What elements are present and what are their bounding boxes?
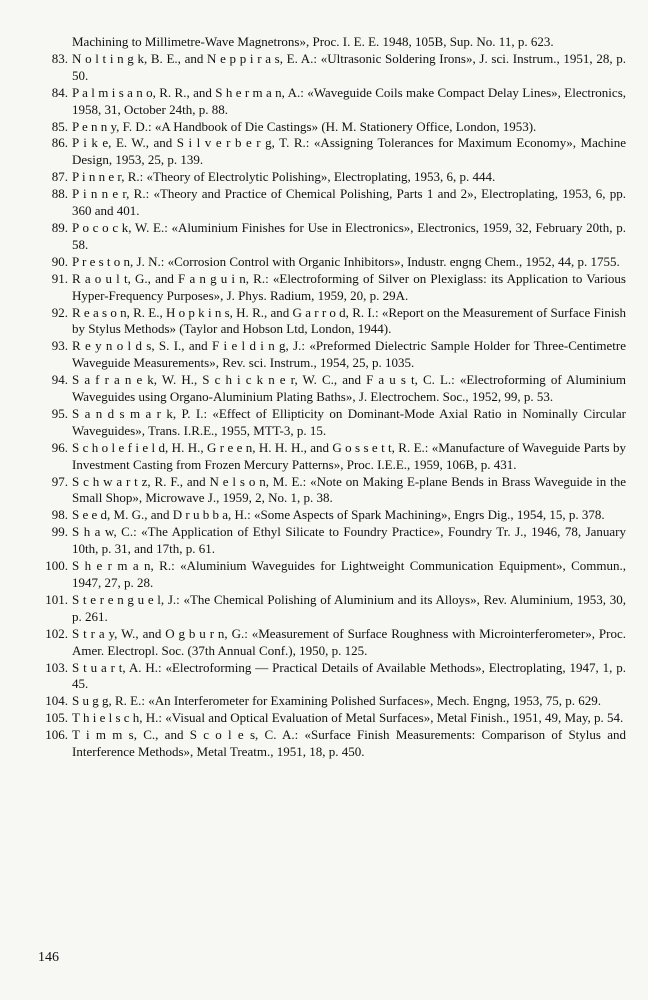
reference-text: P i k e, E. W., and S i l v e r b e r g, T. R.: «Assigning Tolerances for Maximum Economy», Machine Design, 1953, 25, p. 139. [72,135,626,168]
reference-number: 106. [45,727,68,743]
reference-list [32,34,626,761]
reference-number: 85. [51,118,68,134]
reference-entry [32,34,626,51]
reference-number: 94. [51,372,68,388]
reference-text: Machining to Millimetre-Wave Magnetrons», Proc. I. E. E. 1948, 105B, Sup. No. 11, p. 623. [72,34,554,49]
reference-number: 99. [51,524,68,540]
reference-text: S a f r a n e k, W. H., S c h i c k n e r, W. C., and F a u s t, C. L.: «Electroforming of Aluminium Waveguides using Organo-Aluminium Plating Baths», J. Electrochem. Soc., 1952, 99, p. 53. [72,372,626,405]
reference-entry [32,474,626,508]
reference-text: P i n n e r, R.: «Theory of Electrolytic Polishing», Electroplating, 1953, 6, p. 444. [72,169,496,185]
reference-number: 83. [51,50,68,66]
reference-entry [32,338,626,372]
reference-entry [32,727,626,761]
reference-text: S t e r e n g u e l, J.: «The Chemical Polishing of Aluminium and its Alloys», Rev. Aluminium, 1953, 30, p. 261. [72,591,626,624]
reference-text: R a o u l t, G., and F a n g u i n, R.: «Electroforming of Silver on Plexiglass: its Application to Various Hyper-Frequency Purposes», J. Phys. Radium, 1959, 20, p. 29A. [72,270,626,303]
reference-number: 96. [51,439,68,455]
reference-text: P a l m i s a n o, R. R., and S h e r m a n, A.: «Waveguide Coils make Compact Delay Lines», Electronics, 1958, 31, October 24th, p. 88. [72,84,626,117]
reference-text: T h i e l s c h, H.: «Visual and Optical Evaluation of Metal Surfaces», Metal Finish., 1951, 49, May, p. 54. [72,710,624,726]
reference-number: 92. [51,304,68,320]
reference-text: S c h w a r t z, R. F., and N e l s o n, M. E.: «Note on Making E-plane Bends in Brass Waveguide in the Small Shop», Microwave J., 1959, 2, No. 1, p. 38. [72,473,626,506]
reference-number: 100. [45,558,68,574]
reference-text: N o l t i n g k, B. E., and N e p p i r a s, E. A.: «Ultrasonic Soldering Irons», J. sci. Instrum., 1951, 28, p. 50. [72,50,626,83]
reference-entry [32,440,626,474]
reference-number: 101. [45,591,68,607]
reference-text: S t r a y, W., and O g b u r n, G.: «Measurement of Surface Roughness with Microinterferometer», Proc. Amer. Electropl. Soc. (37th Annual Conf.), 1950, p. 125. [72,625,626,658]
reference-text: S e e d, M. G., and D r u b b a, H.: «Some Aspects of Spark Machining», Engrs Dig., 1954, 15, p. 378. [72,507,605,523]
reference-number: 95. [51,405,68,421]
reference-entry [32,254,626,271]
reference-number: 87. [51,169,68,185]
reference-number: 97. [51,473,68,489]
reference-text: S h e r m a n, R.: «Aluminium Waveguides for Lightweight Communication Equipment», Commun., 1947, 27, p. 28. [72,558,626,590]
reference-entry [32,119,626,136]
reference-entry [32,220,626,254]
reference-text: S u g g, R. E.: «An Interferometer for Examining Polished Surfaces», Mech. Engng, 1953, 75, p. 629. [72,693,601,709]
reference-text: P r e s t o n, J. N.: «Corrosion Control with Organic Inhibitors», Industr. engng Chem., 1952, 44, p. 1755. [72,253,620,269]
reference-entry [32,626,626,660]
reference-text: S a n d s m a r k, P. I.: «Effect of Ellipticity on Dominant-Mode Axial Ratio in Nominally Circular Waveguides», Trans. I.R.E., 1955, MTT-3, p. 15. [72,405,626,438]
reference-number: 93. [51,338,68,354]
reference-text: P i n n e r, R.: «Theory and Practice of Chemical Polishing, Parts 1 and 2», Electroplating, 1953, 6, pp. 360 and 401. [72,186,626,219]
reference-entry [32,558,626,592]
reference-entry [32,524,626,558]
reference-number: 105. [45,710,68,726]
reference-text: P e n n y, F. D.: «A Handbook of Die Castings» (H. M. Stationery Office, London, 1953). [72,118,537,134]
reference-text: S c h o l e f i e l d, H. H., G r e e n, H. H. H., and G o s s e t t, R. E.: «Manufacture of Waveguide Parts by Investment Casting from Frozen Mercury Patterns», Proc. I.E.E., 1959, 106B, p. 431. [72,439,626,472]
page-number: 146 [38,950,59,965]
reference-number: 84. [51,84,68,100]
reference-entry [32,693,626,710]
reference-entry [32,710,626,727]
reference-text: P o c o c k, W. E.: «Aluminium Finishes for Use in Electronics», Electronics, 1959, 32, February 20th, p. 58. [72,219,626,252]
reference-entry [32,406,626,440]
reference-entry [32,85,626,119]
reference-entry [32,169,626,186]
reference-entry [32,135,626,169]
reference-number: 91. [51,270,68,286]
reference-text: T i m m s, C., and S c o l e s, C. A.: «Surface Finish Measurements: Comparison of Stylus and Interference Methods», Metal Treatm., 1951, 18, p. 450. [72,727,626,760]
reference-number: 90. [51,253,68,269]
reference-number: 102. [45,625,68,641]
reference-entry [32,372,626,406]
reference-text: S t u a r t, A. H.: «Electroforming — Practical Details of Available Methods», Electroplating, 1947, 1, p. 45. [72,659,626,692]
reference-number: 89. [51,219,68,235]
reference-text: R e y n o l d s, S. I., and F i e l d i n g, J.: «Preformed Dielectric Sample Holder for Three-Centimetre Waveguide Measurements», Rev. sci. Instrum., 1954, 25, p. 1035. [72,338,626,371]
reference-number: 103. [45,659,68,675]
reference-entry [32,51,626,85]
reference-text: R e a s o n, R. E., H o p k i n s, H. R., and G a r r o d, R. I.: «Report on the Measurement of Surface Finish by Stylus Methods» (Taylor and Hobson Ltd, London, 1944). [72,304,626,337]
reference-number: 88. [51,186,68,202]
reference-entry [32,592,626,626]
reference-number: 98. [51,507,68,523]
reference-number: 104. [45,693,68,709]
reference-entry [32,271,626,305]
reference-entry [32,660,626,694]
reference-entry [32,305,626,339]
reference-entry [32,186,626,220]
reference-number: 86. [51,135,68,151]
reference-entry [32,507,626,524]
reference-text: S h a w, C.: «The Application of Ethyl Silicate to Foundry Practice», Foundry Tr. J., 1946, 78, January 10th, p. 31, and 17th, p. 61. [72,524,626,557]
